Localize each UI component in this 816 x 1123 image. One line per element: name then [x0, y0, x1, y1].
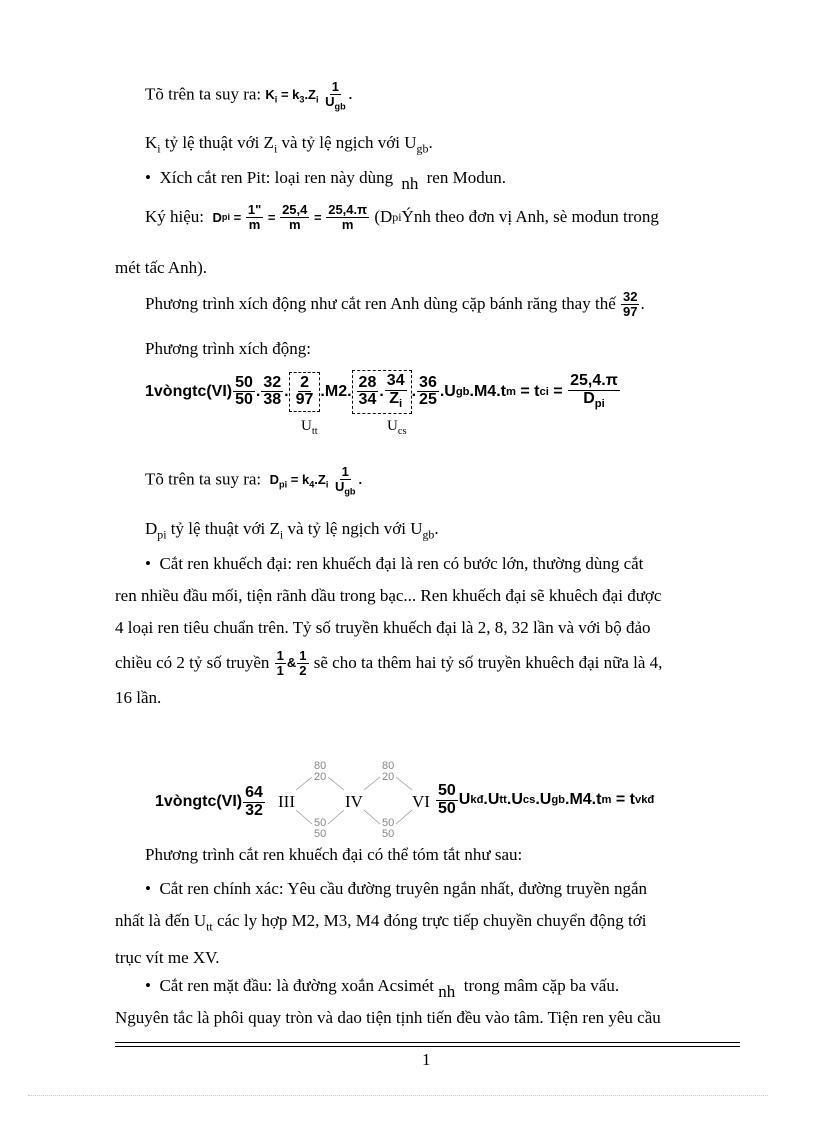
summary-line: Phương trình cắt ren khuếch đại có thể tóm tắt như sau: — [145, 845, 523, 864]
formula-ki — [145, 80, 352, 112]
dpi-formula: D pi = $\frac{1"}{m}$ = $\frac{25,4}{m}$ = $\frac{25,4.\pi}{m}$ — [212, 202, 368, 232]
gear-label-top-2: 80 20 — [382, 760, 395, 783]
symbol-dpi-line: Ký hiệu: D pi = $\frac{1"}{m}$ = $\frac{25,4}{m}$ = $\frac{25,4.\pi}{m}$ (D pi Ýnh theo đơn vị Anh, sè modun trong — [145, 202, 659, 232]
kinematic-equation-1: 1vòngtc(VI) $\frac{50}{50}$ . $\frac{32}{38}$ . $\frac{2}{97}$ .M2. $\frac{28}{34}$ . $\frac{34}{Z_i}$ . $\frac{36}{25}$ .U gb .M4.t m = t ci = $\frac{25,4.\pi}{D_{pi}}$ — [145, 370, 621, 414]
page-bottom-dotted-line — [28, 1095, 768, 1096]
paragraph-amplified-thread: • Cắt ren khuếch đại: ren khuếch đại là ren có bước lớn, thường dùng cắt ren nhiều đầu mối, tiện rãnh dầu trong bạc... Ren khuếch đại sẽ khuêch đại được 4 loại ren tiêu chuẩn trên. Tỷ số truyền khuếch đại là 2, 8, 32 lần và với bộ đảo chiều có 2 tỷ số truyền $\frac{1}{1}$ & $\frac{1}{2}$ sẽ cho ta thêm hai tỷ số truyền khuêch đại nữa là 4, 16 lần. — [115, 554, 663, 707]
gear-label-top-1: 80 20 — [314, 760, 327, 783]
ki-relation-text: $K_i$ tỷ lệ thuật với $Z_i$ và tỷ lệ ngịch với $U_{gb}$. — [145, 133, 433, 156]
utt-group-box: $\frac{2}{97}$ — [289, 372, 321, 413]
page-number: 1 — [422, 1050, 431, 1069]
footer-rule-bottom — [115, 1046, 740, 1047]
gear-path-lines — [290, 772, 450, 842]
paragraph-face-thread: • Cắt ren mặt đầu: là đường xoắn Acsimét nh trong mâm cặp ba vấu. Nguyên tắc là phôi quay tròn và dao tiện tịnh tiến đều vào tâm. Tiện ren yêu cầu — [115, 976, 661, 1027]
gear-label-bottom-2: 50 50 — [382, 817, 395, 840]
shaft-iii: III — [278, 792, 295, 811]
gear-ratio-line: Phương trình xích động như cắt ren Anh dùng cặp bánh răng thay thế $\frac{32}{97}$ . — [145, 289, 645, 319]
shaft-iv: IV — [345, 792, 363, 811]
bullet-icon: • — [145, 168, 151, 187]
formula-expression: $K_i = k_3.Z_i$ $\frac{1}{U_{gb}}$ . — [265, 79, 353, 112]
formula-dpi: Tõ trên ta suy ra: $D_{pi} = k_4.Z_i$ $\frac{1}{U_{gb}}$ . — [145, 464, 363, 497]
line-continuation: mét tấc Anh). — [115, 258, 208, 277]
bullet-pit-thread: • Xích cắt ren Pit: loại ren này dùng nh ren Modun. — [145, 168, 506, 193]
kinematic-heading: Phương trình xích động: — [145, 339, 312, 358]
label-ucs: $U_{cs}$ — [387, 418, 407, 437]
paragraph-precision-thread: • Cắt ren chính xác: Yêu cầu đường truyên ngắn nhất, đường truyền ngắn nhất là đến $U_{tt}$ các ly hợp M2, M3, M4 đóng trực tiếp chuyền chuyển động tới trục vít me XV. — [115, 879, 648, 968]
footer-rule-top — [115, 1042, 740, 1043]
formula-prefix: Tõ trên ta suy ra: — [145, 84, 262, 104]
shaft-vi: VI — [412, 792, 430, 811]
ucs-group-box: $\frac{28}{34}$ . $\frac{34}{Z_i}$ — [352, 370, 412, 414]
label-utt: $U_{tt}$ — [301, 418, 318, 437]
dpi-relation-text: $D_{pi}$ tỷ lệ thuật với $Z_i$ và tỷ lệ ngịch với $U_{gb}$. — [145, 519, 439, 542]
gear-label-bottom-1: 50 50 — [314, 817, 327, 840]
